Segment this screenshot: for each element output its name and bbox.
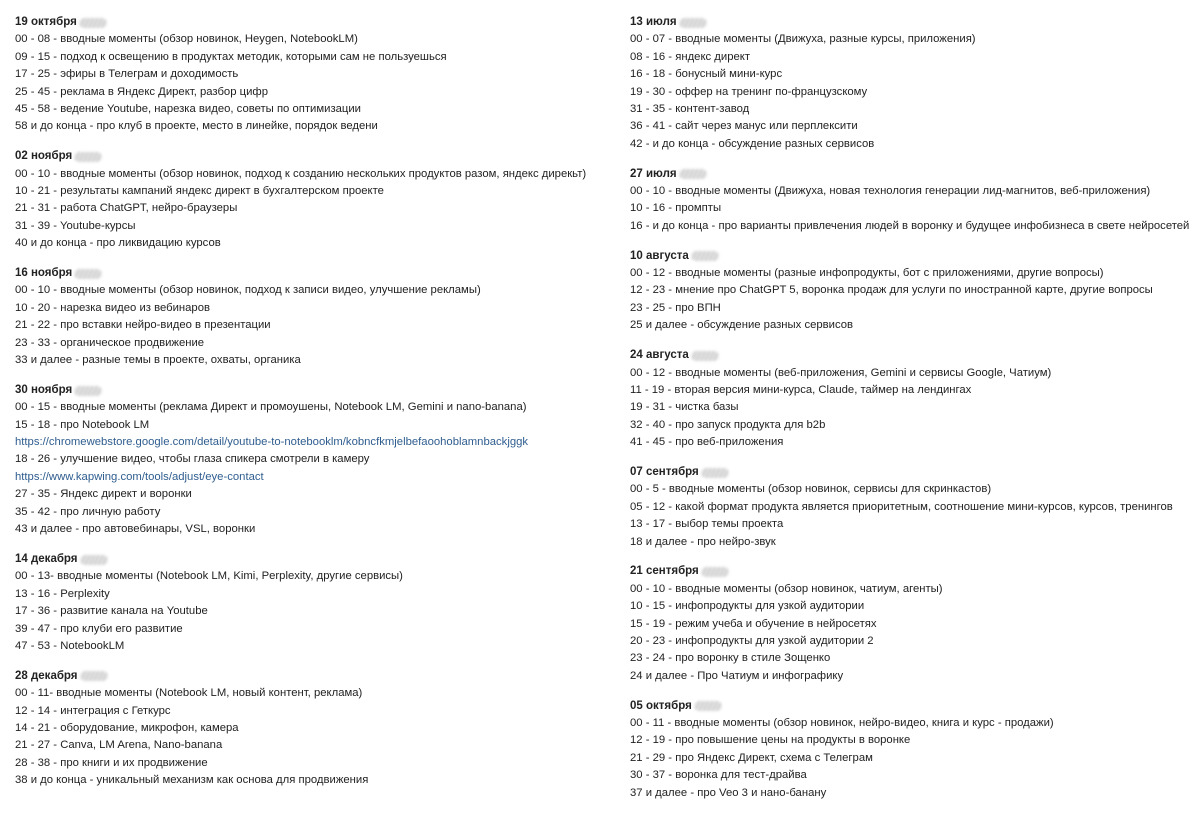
timestamp-line: 09 - 15 - подход к освещению в продуктах методик, которыми сам не пользуешься [15,50,447,63]
timestamp-line: 40 и до конца - про ликвидацию курсов [15,237,221,250]
timestamp-line: 12 - 14 - интеграция с Геткурс [15,704,171,717]
timestamp-line: 00 - 10 - вводные моменты (Движуха, новая технология генерации лид-магнитов, веб-приложения) [630,185,1151,198]
section-date-text: 30 ноября [15,383,73,396]
timestamp-line: 19 - 31 - чистка базы [630,401,739,414]
timestamp-section [630,14,1200,153]
timestamp-line: 25 и далее - обсуждение разных сервисов [630,319,854,332]
redacted-blur [679,169,707,179]
section-date-text: 02 ноября [15,150,73,163]
timestamp-line: 12 - 23 - мнение про ChatGPT 5, воронка продаж для услуги по иностранной карте, другие вопросы [630,284,1153,297]
section-date-heading [15,382,615,399]
timestamp-line: 15 - 19 - режим учеба и обучение в нейросетях [630,617,877,630]
timestamp-line: 00 - 13- вводные моменты (Notebook LM, Kimi, Perplexity, другие сервисы) [15,570,403,583]
timestamp-line: 10 - 15 - инфопродукты для узкой аудитории [630,600,865,613]
timestamp-line: 14 - 21 - оборудование, микрофон, камера [15,721,239,734]
section-date-heading [15,265,615,282]
timestamp-line: 32 - 40 - про запуск продукта для b2b [630,418,826,431]
timestamp-line: 00 - 08 - вводные моменты (обзор новинок, Heygen, NotebookLM) [15,33,358,46]
timestamp-line: 31 - 35 - контент-завод [630,102,750,115]
timestamp-line: 15 - 18 - про Notebook LM [15,418,150,431]
timestamp-line: 05 - 12 - какой формат продукта является приоритетным, соотношение мини-курсов, курсов, тренингов [630,500,1173,513]
timestamp-line: 00 - 10 - вводные моменты (обзор новинок, чатиум, агенты) [630,582,943,595]
link-line [15,434,615,451]
timestamp-line: 21 - 29 - про Яндекс Директ, схема с Телеграм [630,751,873,764]
link-line [15,469,615,486]
timestamp-line: 47 - 53 - NotebookLM [15,639,125,652]
timestamp-line: 41 - 45 - про веб-приложения [630,436,784,449]
section-date-heading [15,14,615,31]
section-date-heading [630,14,1200,31]
section-date-text: 28 декабря [15,669,78,682]
timestamp-line: 30 - 37 - воронка для тест-драйва [630,769,807,782]
section-date-text: 24 августа [630,349,689,362]
timestamp-line: 00 - 11 - вводные моменты (обзор новинок, нейро-видео, книга и курс - продажи) [630,717,1054,730]
redacted-blur [80,671,108,681]
redacted-blur [694,701,722,711]
timestamp-line: 10 - 20 - нарезка видео из вебинаров [15,301,210,314]
timestamp-section [15,551,615,655]
timestamp-line: 17 - 36 - развитие канала на Youtube [15,605,208,618]
timestamp-section [15,14,615,136]
timestamp-section [15,148,615,252]
timestamp-line: 36 - 41 - сайт через манус или перплексити [630,120,858,133]
timestamp-section [630,698,1200,802]
redacted-blur [80,555,108,565]
timestamp-line: 19 - 30 - оффер на тренинг по-французскому [630,85,868,98]
left-column [15,14,615,802]
redacted-blur [679,18,707,28]
timestamp-line: 00 - 11- вводные моменты (Notebook LM, новый контент, реклама) [15,687,363,700]
section-date-text: 27 июля [630,167,677,180]
timestamp-line: 00 - 10 - вводные моменты (обзор новинок, подход к созданию нескольких продуктов разом, яндекс дирекьт) [15,167,587,180]
timestamp-line: 23 - 24 - про воронку в стиле Зощенко [630,652,831,665]
timestamp-line: 00 - 10 - вводные моменты (обзор новинок, подход к записи видео, улучшение рекламы) [15,284,481,297]
timestamp-line: 00 - 5 - вводные моменты (обзор новинок, сервисы для скринкастов) [630,483,992,496]
redacted-blur [691,351,719,361]
section-date-text: 13 июля [630,16,677,28]
timestamp-line: 08 - 16 - яндекс директ [630,50,751,63]
timestamp-line: 00 - 12 - вводные моменты (разные инфопродукты, бот с приложениями, другие вопросы) [630,267,1104,280]
timestamp-line: 23 - 33 - органическое продвижение [15,336,205,349]
timestamp-line: 13 - 17 - выбор темы проекта [630,518,784,531]
right-column [630,14,1200,815]
timestamp-section [630,166,1200,236]
section-date-heading [630,248,1200,265]
timestamp-line: 38 и до конца - уникальный механизм как основа для продвижения [15,774,369,787]
timestamp-line: 17 - 25 - эфиры в Телеграм и доходимость [15,68,239,81]
timestamp-line: 00 - 12 - вводные моменты (веб-приложения, Gemini и сервисы Google, Чатиум) [630,366,1052,379]
timestamp-section [15,382,615,539]
section-date-heading [630,698,1200,715]
section-date-heading [15,551,615,568]
timestamp-line: 33 и далее - разные темы в проекте, охваты, органика [15,354,301,367]
section-date-text: 05 октября [630,699,692,712]
timestamp-line: 16 - 18 - бонусный мини-курс [630,68,783,81]
redacted-blur [74,386,102,396]
timestamp-line: 43 и далее - про автовебинары, VSL, воронки [15,523,256,536]
timestamp-line: 37 и далее - про Veo 3 и нано-банану [630,786,827,799]
section-date-text: 19 октября [15,16,77,28]
timestamp-line: 35 - 42 - про личную работу [15,505,161,518]
timestamp-section [630,563,1200,685]
timestamp-line: 28 - 38 - про книги и их продвижение [15,756,208,769]
timestamp-line: 10 - 16 - промпты [630,202,722,215]
timestamp-line: 27 - 35 - Яндекс директ и воронки [15,488,192,501]
redacted-blur [74,269,102,279]
timestamp-section [15,265,615,369]
resource-link[interactable]: https://www.kapwing.com/tools/adjust/eye-contact [15,470,264,483]
timestamp-line: 12 - 19 - про повышение цены на продукты в воронке [630,734,911,747]
timestamp-line: 16 - и до конца - про варианты привлечения людей в воронку и будущее инфобизнеса в свете нейросетей [630,219,1190,232]
timestamp-line: 00 - 07 - вводные моменты (Движуха, разные курсы, приложения) [630,33,976,46]
timestamp-line: 18 - 26 - улучшение видео, чтобы глаза спикера смотрели в камеру [15,453,370,466]
section-date-heading [630,347,1200,364]
timestamp-line: 21 - 31 - работа ChatGPT, нейро-браузеры [15,202,238,215]
section-date-text: 10 августа [630,249,689,262]
section-date-heading [630,464,1200,481]
timestamp-line: 18 и далее - про нейро-звук [630,535,776,548]
timestamp-line: 13 - 16 - Perplexity [15,587,110,600]
section-date-heading [630,563,1200,580]
redacted-blur [701,468,729,478]
timestamp-section [630,347,1200,451]
section-date-heading [630,166,1200,183]
timestamp-line: 10 - 21 - результаты кампаний яндекс директ в бухгалтерском проекте [15,185,384,198]
resource-link[interactable]: https://chromewebstore.google.com/detail/youtube-to-notebooklm/kobncfkmjelbefaoohoblamnbackjggk [15,436,529,449]
section-date-text: 07 сентября [630,465,699,478]
section-date-text: 21 сентября [630,565,699,578]
timestamp-section [15,668,615,790]
redacted-blur [74,152,102,162]
section-date-text: 14 декабря [15,552,78,565]
section-date-heading [15,148,615,165]
redacted-blur [691,251,719,261]
timestamp-line: 31 - 39 - Youtube-курсы [15,219,136,232]
timestamp-section [630,464,1200,551]
section-date-text: 16 ноября [15,267,73,280]
timestamp-line: 25 - 45 - реклама в Яндекс Директ, разбор цифр [15,85,268,98]
timestamp-line: 24 и далее - Про Чатиум и инфографику [630,669,844,682]
timestamp-line: 11 - 19 - вторая версия мини-курса, Claude, таймер на лендингах [630,383,972,396]
timestamp-line: 58 и до конца - про клуб в проекте, место в линейке, порядок ведени [15,120,378,133]
timestamp-line: 23 - 25 - про ВПН [630,301,721,314]
timestamp-line: 00 - 15 - вводные моменты (реклама Директ и промоушены, Notebook LM, Gemini и nano-banana) [15,401,527,414]
timestamp-line: 45 - 58 - ведение Youtube, нарезка видео, советы по оптимизации [15,102,361,115]
timestamp-line: 39 - 47 - про клуби его развитие [15,622,183,635]
timestamp-line: 21 - 27 - Canva, LM Arena, Nano-banana [15,739,223,752]
redacted-blur [701,567,729,577]
timestamp-line: 21 - 22 - про вставки нейро-видео в презентации [15,319,271,332]
timestamp-section [630,248,1200,335]
timestamp-line: 20 - 23 - инфопродукты для узкой аудитории 2 [630,635,874,647]
redacted-blur [79,18,107,28]
section-date-heading [15,668,615,685]
timestamp-line: 42 - и до конца - обсуждение разных сервисов [630,137,875,150]
